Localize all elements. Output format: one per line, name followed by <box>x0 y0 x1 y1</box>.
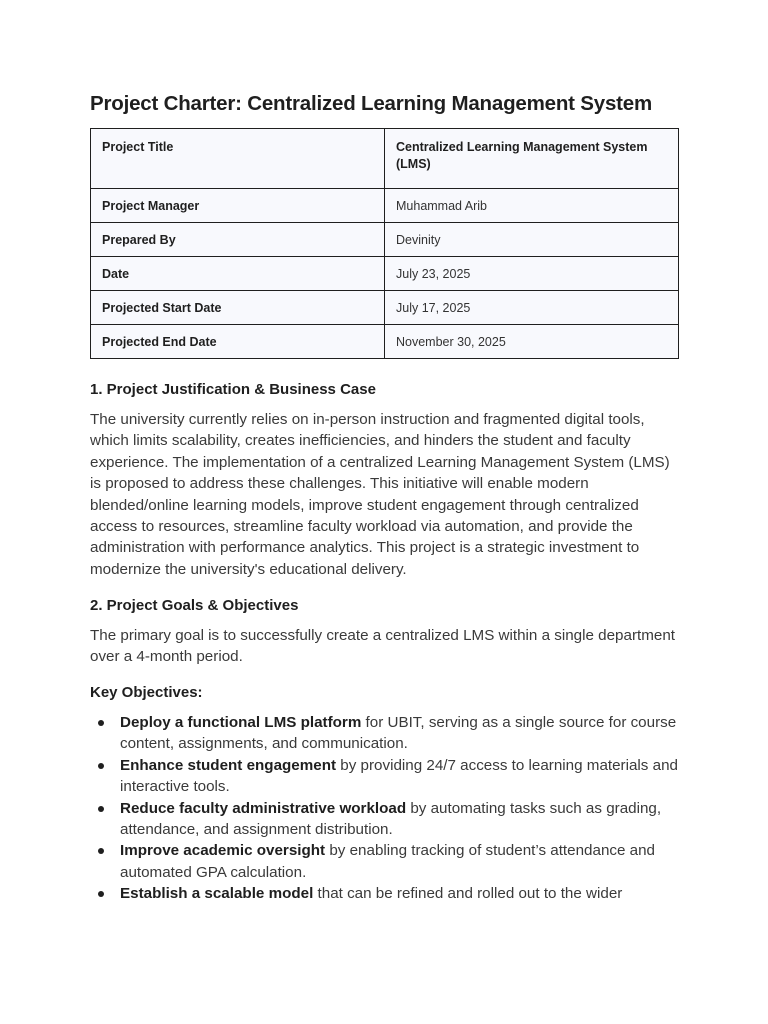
key-objectives-heading: Key Objectives: <box>90 684 203 701</box>
table-row <box>91 257 679 291</box>
project-info-table <box>90 128 679 359</box>
bullet-icon <box>98 891 104 897</box>
bullet-icon <box>98 848 104 854</box>
list-item <box>90 883 680 904</box>
objective-bold: Improve academic oversight <box>120 842 326 860</box>
objective-bold: Establish a scalable model <box>120 885 314 903</box>
row-label: Projected End Date <box>91 325 385 359</box>
section-heading-goals: 2. Project Goals & Objectives <box>90 597 299 614</box>
table-row <box>91 325 679 359</box>
key-objectives-list <box>90 712 680 905</box>
row-value: Muhammad Arib <box>385 189 679 223</box>
table-row <box>91 189 679 223</box>
row-value: July 17, 2025 <box>385 291 679 325</box>
list-item <box>90 840 680 883</box>
row-label: Date <box>91 257 385 291</box>
objective-text: that can be refined and rolled out to the wider <box>313 885 623 903</box>
objective-bold: Enhance student engagement <box>120 756 337 774</box>
row-value: July 23, 2025 <box>385 257 679 291</box>
objective-text: by providing 24/7 access to learning materials and interactive tools. <box>120 756 678 796</box>
bullet-icon <box>98 720 104 726</box>
section-body-justification: The university currently relies on in-person instruction and fragmented digital tools, which limits scalability, creates inefficiencies, and hinders the student and faculty experience. The implementation of a centralized Learning Management System (LMS) is proposed to address these challenges. This initiative will enable modern blended/online learning models, improve student engagement through centralized access to resources, streamline faculty workload via automation, and provide the administration with performance analytics. This project is a strategic investment to modernize the university's educational delivery. <box>90 411 670 578</box>
section-heading-justification: 1. Project Justification & Business Case <box>90 381 376 398</box>
row-label: Projected Start Date <box>91 291 385 325</box>
list-item <box>90 798 680 841</box>
row-value: Devinity <box>385 223 679 257</box>
table-row <box>91 291 679 325</box>
table-row <box>91 129 679 189</box>
row-value: November 30, 2025 <box>385 325 679 359</box>
objective-text: by enabling tracking of student’s attendance and automated GPA calculation. <box>120 842 655 881</box>
row-label: Project Manager <box>91 189 385 223</box>
table-row <box>91 223 679 257</box>
objective-text: for UBIT, serving as a single source for course content, assignments, and communication. <box>120 714 677 753</box>
bullet-icon <box>98 763 104 769</box>
bullet-icon <box>98 806 104 812</box>
row-label: Prepared By <box>91 223 385 257</box>
objective-bold: Reduce faculty administrative workload <box>120 799 407 817</box>
page-title: Project Charter: Centralized Learning Management System <box>90 92 653 115</box>
row-label: Project Title <box>91 129 385 189</box>
objective-text: by automating tasks such as grading, attendance, and assignment distribution. <box>120 799 662 839</box>
list-item <box>90 755 680 798</box>
row-value: Centralized Learning Management System (LMS) <box>385 129 679 189</box>
section-body-goals: The primary goal is to successfully create a centralized LMS within a single department over a 4-month period. <box>90 627 675 666</box>
list-item <box>90 712 680 755</box>
objective-bold: Deploy a functional LMS platform <box>120 714 362 731</box>
